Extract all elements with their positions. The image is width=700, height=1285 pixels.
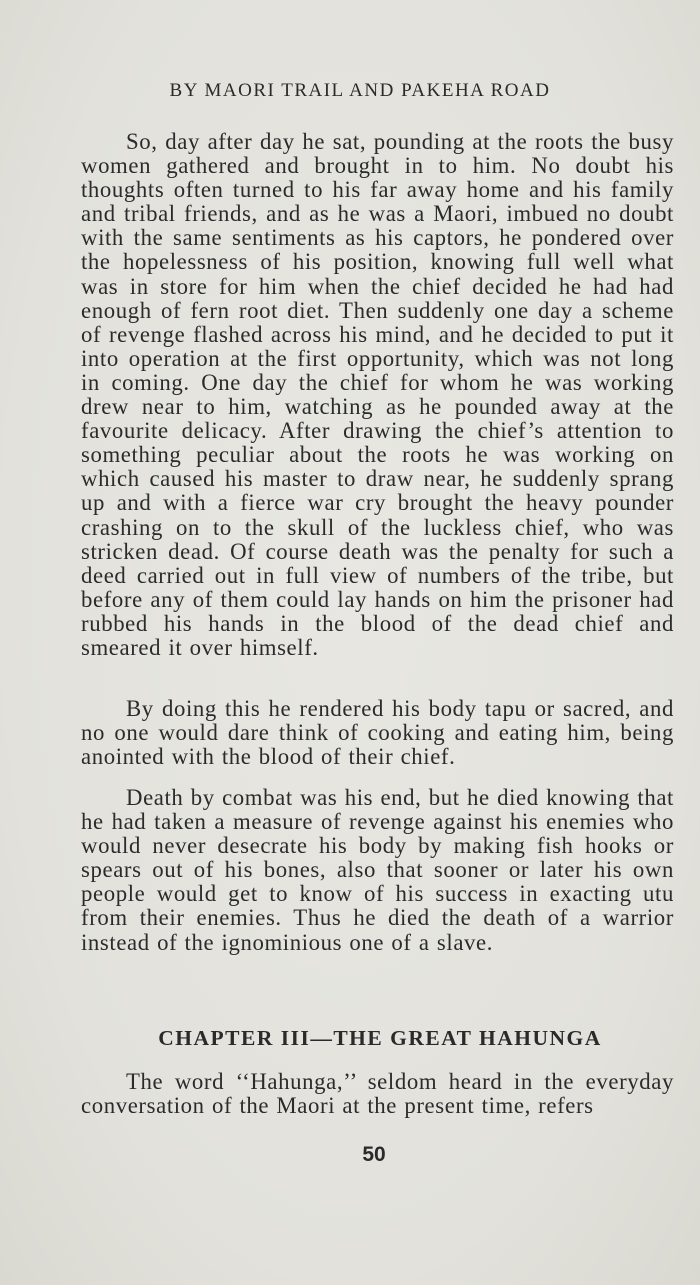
page-number: 50 — [362, 1143, 386, 1166]
paragraph: Death by combat was his end, but he died knowing that he had taken a measure of revenge against his enemies who would never desecrate his body by making fish hooks or spears out of his bones, also that sooner or later his own people would get to know of his success in exacting utu from their enemies. Thus he died the death of a warrior instead of the ignominious one of a slave. — [81, 785, 674, 955]
paragraph: So, day after day he sat, pounding at the roots the busy women gathered and brought in to him. No doubt his thoughts often turned to his far away home and his family and tribal friends, and as he was a Maori, imbued no doubt with the same sentiments as his captors, he pondered over the hopelessness of his position, knowing full well what was in store for him when the chief decided he had had enough of fern root diet. Then suddenly one day a scheme of revenge flashed across his mind, and he decided to put it into operation at the first opportunity, which was not long in coming. One day the chief for whom he was working drew near to him, watching as he pounded away at the favourite delicacy. After drawing the chief’s attention to something peculiar about the roots he was working on which caused his master to draw near, he suddenly sprang up and with a fierce war cry brought the heavy pounder crashing on to the skull of the luckless chief, who was stricken dead. Of course death was the penalty for such a deed carried out in full view of numbers of the tribe, but before any of them could lay hands on him the prisoner had rubbed his hands in the blood of the dead chief and smeared it over himself. — [81, 129, 674, 660]
paragraph: By doing this he rendered his body tapu or sacred, and no one would dare think of cooking and eating him, being anointed with the blood of their chief. — [81, 696, 674, 770]
running-head: BY MAORI TRAIL AND PAKEHA ROAD — [169, 80, 551, 101]
chapter-heading: CHAPTER III—THE GREAT HAHUNGA — [158, 1026, 602, 1050]
paragraph: The word ‘‘Hahunga,’’ seldom heard in the everyday conversation of the Maori at the present time, refers — [81, 1069, 674, 1119]
